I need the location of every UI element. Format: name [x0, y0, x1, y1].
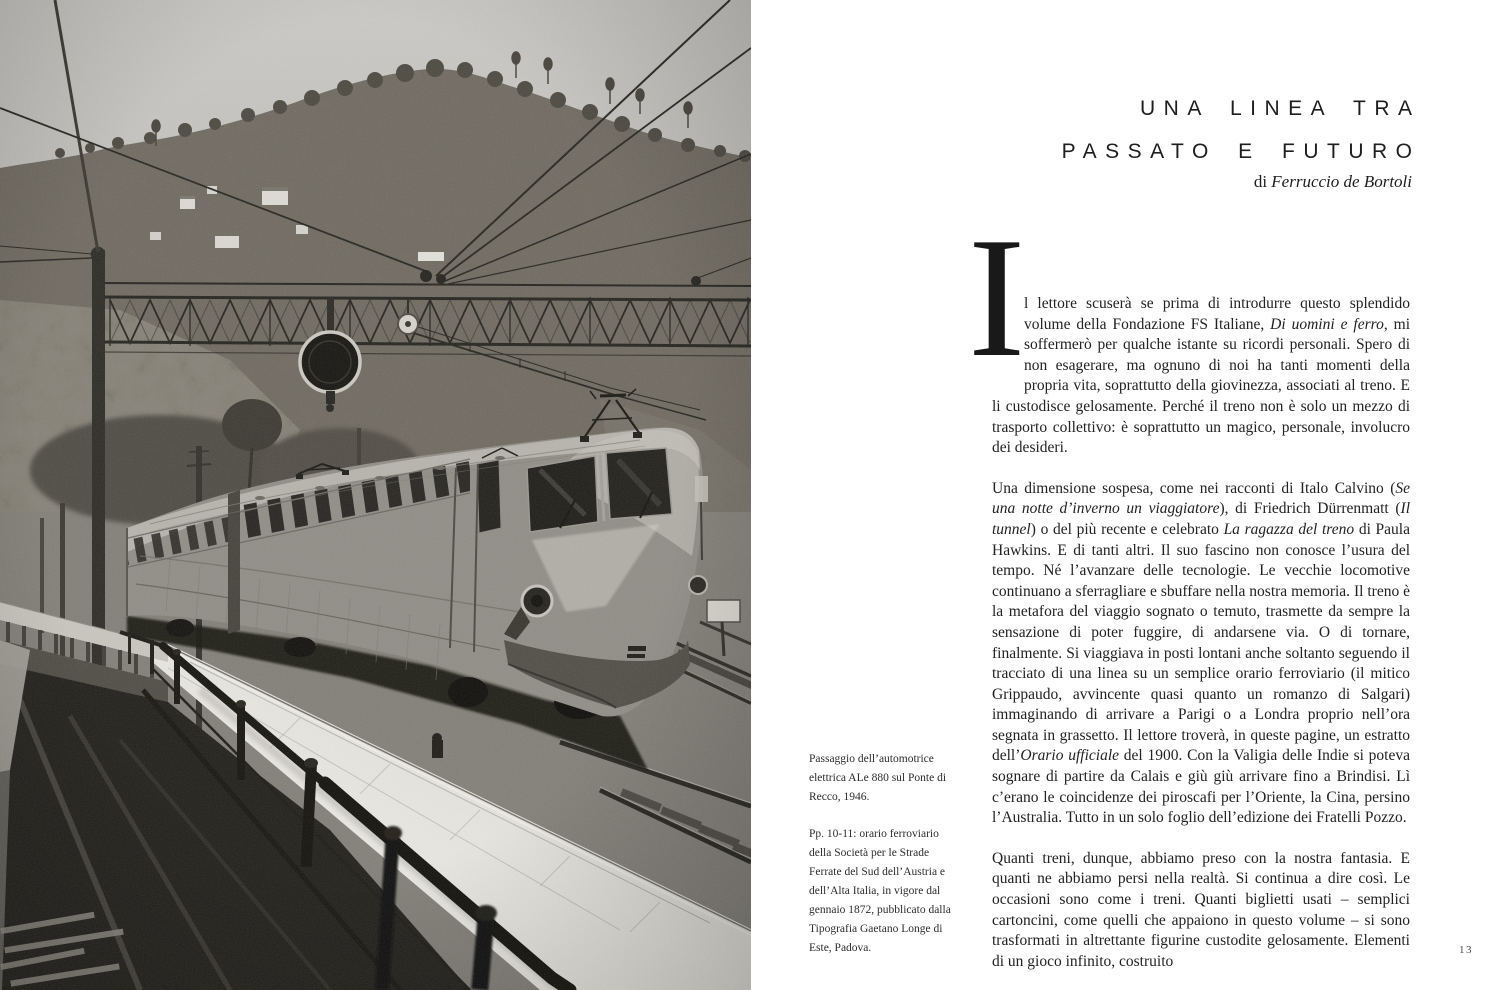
- right-page: [751, 0, 1500, 990]
- title-line-2: PASSATO E FUTURO: [1061, 140, 1421, 164]
- article-paragraphs: [992, 294, 1410, 990]
- byline: [1254, 172, 1412, 192]
- byline-prefix: di: [1253, 172, 1272, 191]
- page-number: 13: [1459, 944, 1473, 956]
- caption-paragraph: Pp. 10-11: orario ferroviario della Società per le Strade Ferrate del Sud dell’Austria e dell’Alta Italia, in vigore dal gennaio 1872, pubblicato dalla Tipografia Gaetano Longe di Este, Padova.: [809, 828, 951, 954]
- title-line-1: UNA LINEA TRA: [1139, 97, 1421, 121]
- article-paragraph: Una dimensione sospesa, come nei racconti di Italo Calvino (Se una notte d’inverno un viaggiatore), di Friedrich Dürrenmatt (Il tunnel) o del più recente e celebrato La ragazza del treno di Paula Hawkins. E di tanti altri. Il suo fascino non conosce l’usura del tempo. Né l’avanzare delle tecnologie. Le vecchie locomotive continuano a sferragliare e sbuffare nella nostra memoria. Il treno è la metafora del viaggio sognato o temuto, trasmette da sempre la sensazione di poter fuggire, di andarsene via. O di tornare, finalmente. Si viaggiava in posti lontani anche soltanto seguendo il tracciato di una linea su un semplice orario ferroviario (il mitico Grippaudo, avvincente quasi quanto un romanzo di Salgari) immaginando di arrivare a Parigi o a Londra proprio nell’ora segnata in grassetto. Il lettore troverà, in queste pagine, un estratto dell’Orario ufficiale del 1900. Con la Valigia delle Indie si poteva sognare di partire da Calais e giù giù arrivare fino a Brindisi. Lì c’erano le coincidenze dei piroscafi per l’Oriente, la Cina, persino l’Australia. Tutto in un solo foglio dell’edizione dei Fratelli Pozzo.: [992, 479, 1410, 827]
- caption-paragraph: Passaggio dell’automotrice elettrica ALe 880 sul Ponte di Recco, 1946.: [809, 753, 947, 803]
- page-title: [1061, 87, 1421, 173]
- article-paragraph: Quanti treni, dunque, abbiamo preso con la nostra fantasia. E quanti ne abbiamo persi nella realtà. Si continua a dire così. Le occasioni sono come i treni. Quanti biglietti usati – semplici cartoncini, come quelli che appaiono in questo volume – si sono trasformati in altrettante figurine custodite gelosamente. Elementi di un gioco infinito, costruito: [992, 849, 1410, 970]
- article-paragraph: l lettore scuserà se prima di introdurre questo splendido volume della Fondazione FS Italiane, Di uomini e ferro, mi soffermerò per qualche istante su ricordi personali. Spero di non esagerare, ma ognuno di noi ha tanti momenti della propria vita, soprattutto della giovinezza, associati al treno. E li custodisce gelosamente. Perché il treno non è solo un mezzo di trasporto collettivo: è soprattutto un magico, personale, involucro dei desideri.: [992, 295, 1410, 457]
- byline-author: Ferruccio de Bortoli: [1271, 172, 1412, 191]
- drop-cap: I: [968, 203, 1026, 393]
- photo-caption: [809, 750, 961, 976]
